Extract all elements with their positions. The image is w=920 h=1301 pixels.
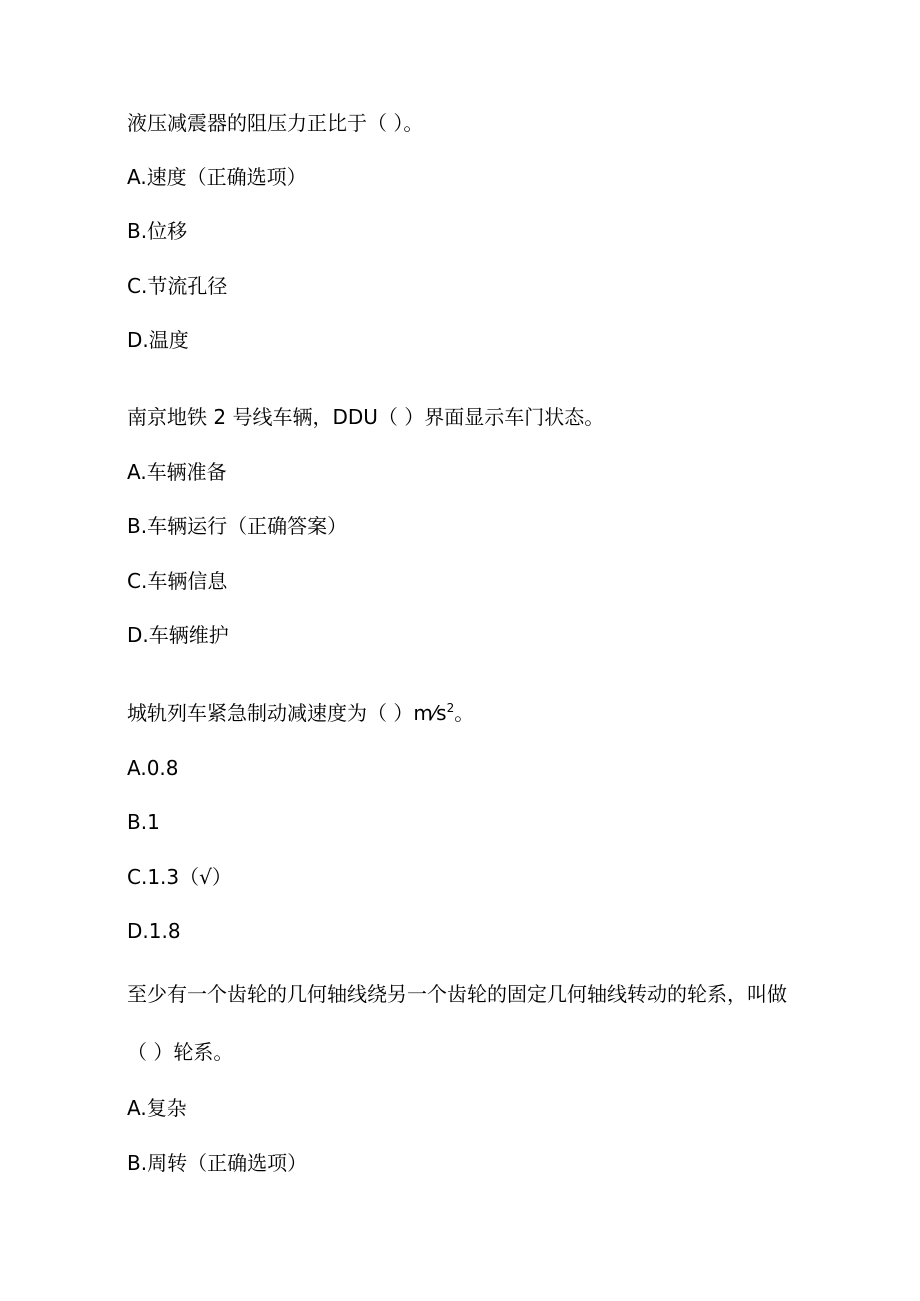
question-2-option-b: B.车辆运行（正确答案） (127, 514, 348, 538)
question-1-stem: 液压减震器的阻压力正比于（ ）。 (127, 111, 424, 135)
question-1-option-b: B.位移 (127, 219, 188, 243)
question-1-option-d: D.温度 (127, 328, 189, 352)
question-2-option-d: D.车辆维护 (127, 623, 229, 647)
question-3-stem-main: 城轨列车紧急制动减速度为（ ）m⁄s (127, 701, 447, 725)
question-1-option-c: C.节流孔径 (127, 274, 228, 298)
question-4-stem-line-1: 至少有一个齿轮的几何轴线绕另一个齿轮的固定几何轴线转动的轮系，叫做 (127, 982, 787, 1006)
question-3-stem (127, 701, 474, 725)
question-2-option-a: A.车辆准备 (127, 460, 227, 484)
question-4-option-b: B.周转（正确选项） (127, 1151, 308, 1175)
question-4-option-a: A.复杂 (127, 1096, 187, 1120)
question-3-option-a: A.0.8 (127, 756, 179, 780)
question-3-option-b: B.1 (127, 810, 160, 834)
question-3-stem-exponent: 2 (446, 701, 455, 715)
question-2-option-c: C.车辆信息 (127, 569, 228, 593)
question-2-stem: 南京地铁 2 号线车辆，DDU（ ）界面显示车门状态。 (127, 405, 605, 429)
question-4-stem-line-2: （ ）轮系。 (127, 1040, 234, 1064)
question-3-stem-end: 。 (454, 701, 475, 725)
question-3-option-d: D.1.8 (127, 919, 181, 943)
question-3-option-c: C.1.3（√） (127, 865, 232, 889)
question-1-option-a: A.速度（正确选项） (127, 165, 307, 189)
